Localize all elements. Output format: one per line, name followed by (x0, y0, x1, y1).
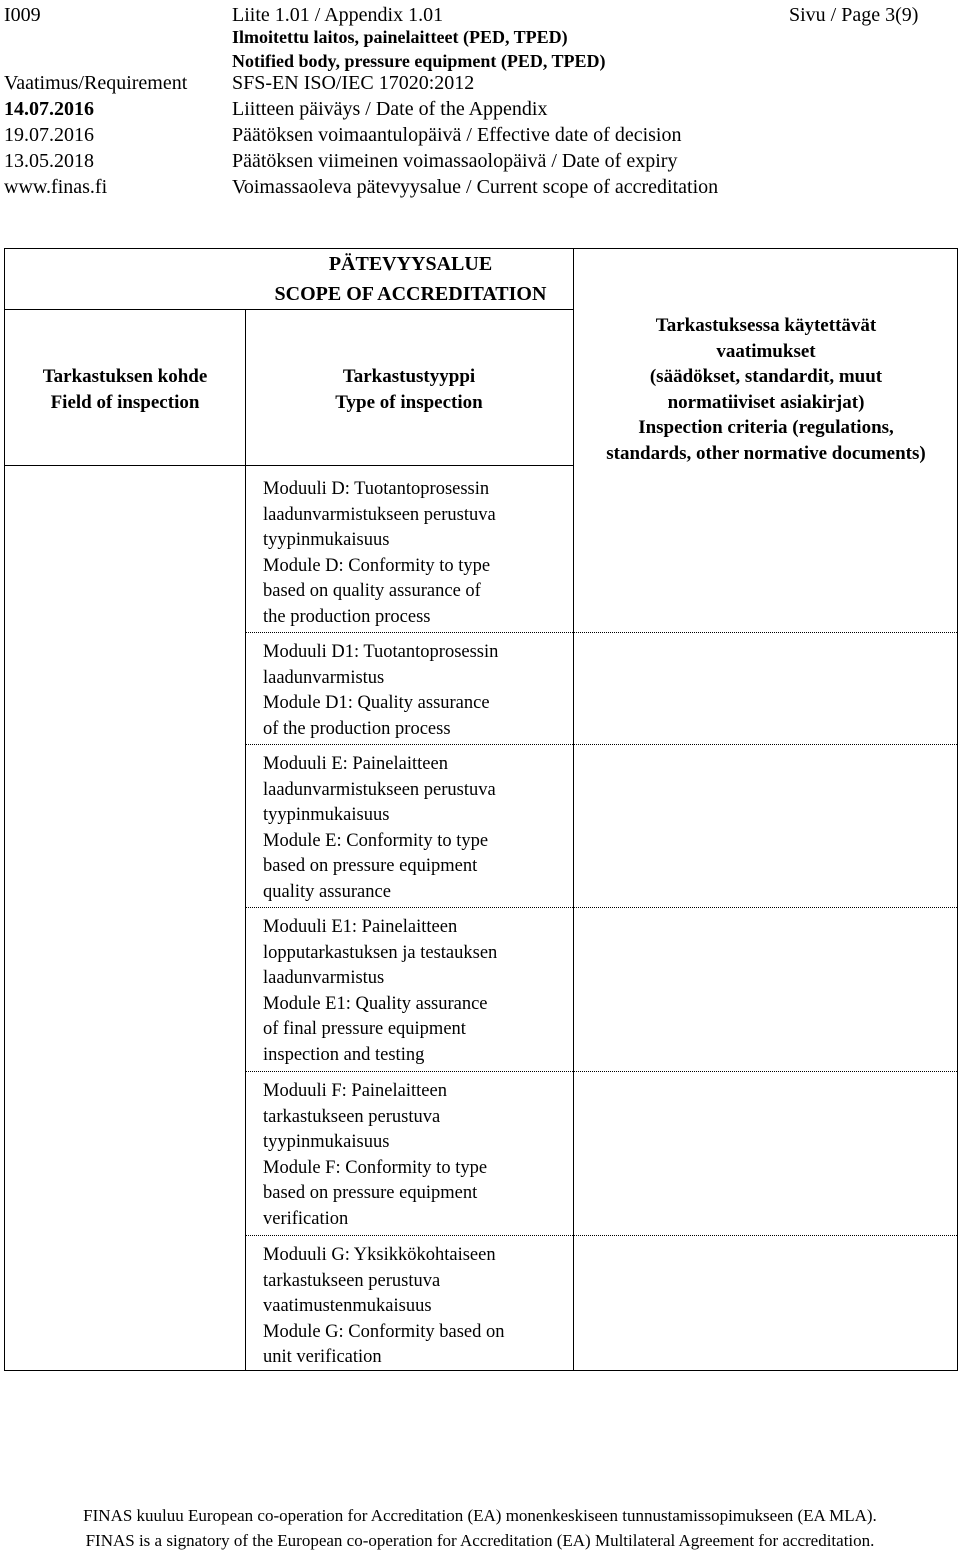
expiry-date: 13.05.2018 (4, 150, 94, 172)
column-divider-1 (245, 309, 246, 1371)
inspection-type-module-e: Moduuli E: Painelaitteen laadunvarmistukseen perustuva tyypinmukaisuus Module E: Conformity to type based on pressure equipment quality assurance (263, 754, 496, 902)
inspection-type-module-d: Moduuli D: Tuotantoprosessin laadunvarmistukseen perustuva tyypinmukaisuus Module D: Conformity to type based on quality assurance of the production process (263, 479, 496, 627)
header-divider (5, 465, 573, 466)
row-divider (245, 907, 957, 908)
inspection-type-module-d1: Moduuli D1: Tuotantoprosessin laadunvarmistus Module D1: Quality assurance of the production process (263, 642, 499, 739)
notified-body-fi: Ilmoitettu laitos, painelaitteet (PED, TPED) (232, 27, 568, 47)
row-divider (245, 744, 957, 745)
column-header-field: Tarkastuksen kohde Field of inspection (42, 366, 208, 413)
column-header-criteria: Tarkastuksessa käytettävät vaatimukset (säädökset, standardit, muut normatiiviset asiakirjat) Inspection criteria (regulations, standards, other normative documents) (606, 315, 926, 464)
appendix-date: 14.07.2016 (4, 98, 94, 120)
footer-ea-mla-fi: FINAS kuuluu European co-operation for Accreditation (EA) monenkeskiseen tunnustamissopimukseen (EA MLA). (83, 1506, 877, 1525)
scope-title-fi: PÄTEVYYSALUE (328, 253, 493, 275)
row-divider (245, 1235, 957, 1236)
inspection-type-module-e1: Moduuli E1: Painelaitteen lopputarkastuksen ja testauksen laadunvarmistus Module E1: Quality assurance of final pressure equipment inspection and testing (263, 917, 498, 1065)
effective-date-label: Päätöksen voimaantulopäivä / Effective date of decision (232, 124, 682, 146)
current-scope-label: Voimassaoleva pätevyysalue / Current scope of accreditation (232, 176, 719, 198)
scope-table (4, 248, 958, 1371)
page-number: Sivu / Page 3(9) (789, 4, 919, 26)
appendix-number: Liite 1.01 / Appendix 1.01 (232, 4, 444, 26)
column-header-type: Tarkastustyyppi Type of inspection (335, 366, 483, 413)
requirement-label: Vaatimus/Requirement (4, 72, 188, 94)
scope-title-en: SCOPE OF ACCREDITATION (274, 283, 547, 305)
inspection-type-module-f: Moduuli F: Painelaitteen tarkastukseen perustuva tyypinmukaisuus Module F: Conformity to type based on pressure equipment verification (263, 1081, 488, 1229)
title-divider (5, 309, 573, 310)
expiry-date-label: Päätöksen viimeinen voimassaolopäivä / Date of expiry (232, 150, 678, 172)
appendix-date-label: Liitteen päiväys / Date of the Appendix (232, 98, 548, 120)
website-link[interactable]: www.finas.fi (4, 176, 108, 198)
notified-body-en: Notified body, pressure equipment (PED, TPED) (232, 51, 606, 71)
row-divider (245, 632, 957, 633)
row-divider (245, 1071, 957, 1072)
effective-date: 19.07.2016 (4, 124, 94, 146)
inspection-type-module-g: Moduuli G: Yksikkökohtaiseen tarkastukseen perustuva vaatimustenmukaisuus Module G: Conformity based on unit verification (263, 1245, 505, 1368)
footer-ea-mla-en: FINAS is a signatory of the European co-operation for Accreditation (EA) Multilateral Agreement for accreditation. (85, 1531, 875, 1550)
requirement-value: SFS-EN ISO/IEC 17020:2012 (232, 72, 475, 94)
doc-code: I009 (4, 4, 41, 26)
